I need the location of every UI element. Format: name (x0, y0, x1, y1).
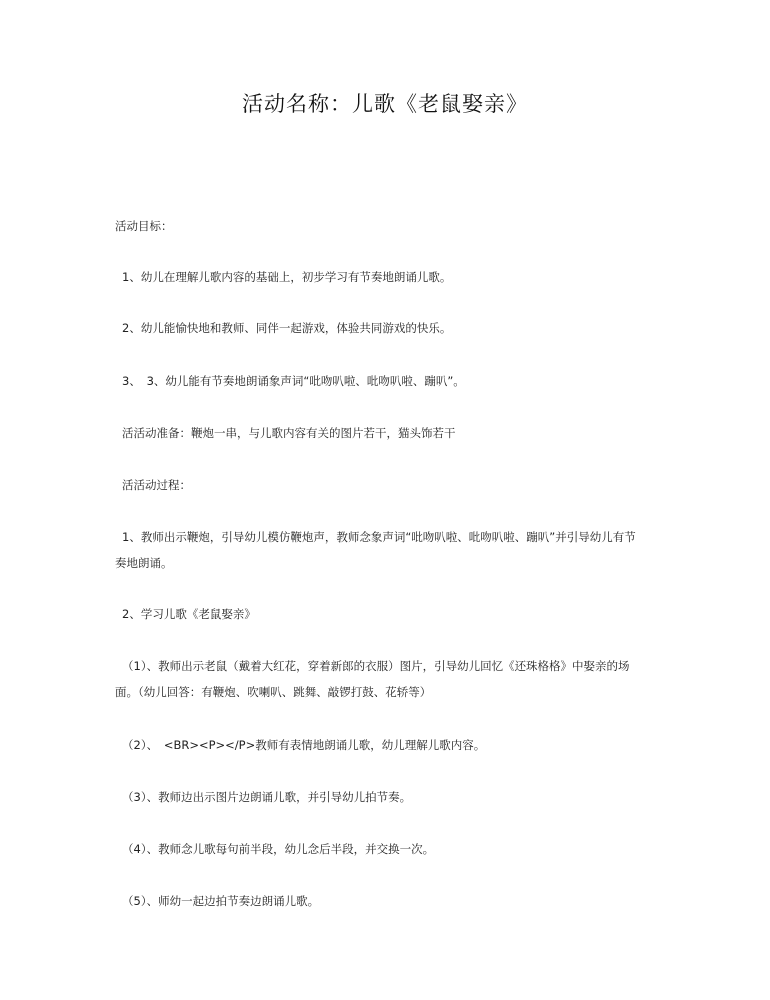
objectives-heading: 活动目标： (115, 219, 173, 233)
objective-item: 3、 3、幼儿能有节奏地朗诵象声词“吡吻叭啦、吡吻叭啦、蹦叭”。 (122, 374, 465, 388)
substep-3: （3）、教师边出示图片边朗诵儿歌，并引导幼儿拍节奏。 (122, 790, 412, 804)
substep-2: （2）、 <BR><P></P>教师有表情地朗诵儿歌，幼儿理解儿歌内容。 (122, 738, 486, 752)
process-step-1-line-2: 奏地朗诵。 (115, 556, 173, 570)
process-step-1-line-1: 1、教师出示鞭炮，引导幼儿模仿鞭炮声，教师念象声词“吡吻叭啦、吡吻叭啦、蹦叭”并引导幼儿有节 (122, 530, 636, 544)
substep-1-line-1: （1）、教师出示老鼠（戴着大红花，穿着新郎的衣服）图片，引导幼儿回忆《还珠格格》中娶亲的场 (122, 659, 630, 673)
substep-5: （5）、师幼一起边拍节奏边朗诵儿歌。 (122, 894, 320, 908)
substep-4: （4）、教师念儿歌每句前半段，幼儿念后半段，并交换一次。 (122, 842, 435, 856)
page-title: 活动名称：儿歌《老鼠娶亲》 (242, 92, 528, 116)
objective-item: 1、幼儿在理解儿歌内容的基础上，初步学习有节奏地朗诵儿歌。 (122, 270, 452, 284)
substep-1-line-2: 面。（幼儿回答：有鞭炮、吹喇叭、跳舞、敲锣打鼓、花轿等） (115, 685, 432, 699)
process-step-2: 2、学习儿歌《老鼠娶亲》 (122, 607, 256, 621)
preparation-paragraph: 活活动准备：鞭炮一串，与儿歌内容有关的图片若干，猫头饰若干 (122, 426, 456, 440)
process-heading: 活活动过程： (122, 478, 191, 492)
objective-item: 2、幼儿能愉快地和教师、同伴一起游戏，体验共同游戏的快乐。 (122, 321, 452, 335)
